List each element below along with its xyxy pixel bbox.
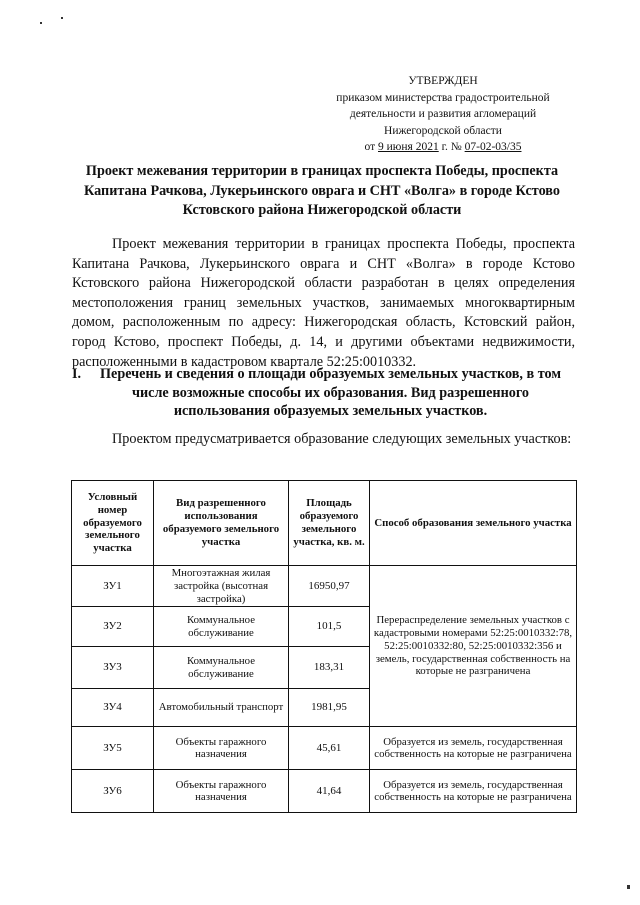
table-row xyxy=(72,566,577,607)
approval-line: приказом министерства градостроительной xyxy=(336,91,550,104)
plot-area-cell: 45,61 xyxy=(289,727,370,770)
plot-id-cell: ЗУ4 xyxy=(72,689,154,727)
section-title: Перечень и сведения о площади образуемых земельных участков, в том числе возможные способы их образования. Вид разрешенного использования образуемых земельных участков. xyxy=(99,366,561,420)
plot-id-cell: ЗУ2 xyxy=(72,607,154,647)
plot-id-cell: ЗУ3 xyxy=(72,647,154,689)
date-prefix: от xyxy=(364,141,376,153)
plot-method-cell: Образуется из земель, государственная собственность на которые не разграничена xyxy=(370,727,577,770)
header-cell: Вид разрешенного использования образуемого земельного участка xyxy=(154,481,289,566)
scan-mark xyxy=(40,22,42,24)
plot-use-cell: Объекты гаражного назначения xyxy=(154,727,289,770)
plot-use-cell: Автомобильный транспорт xyxy=(154,689,289,727)
intro-paragraph: Проектом предусматривается образование следующих земельных участков: xyxy=(112,431,572,447)
plot-area-cell: 183,31 xyxy=(289,647,370,689)
approval-line: деятельности и развития агломераций xyxy=(349,108,537,120)
table-header-row xyxy=(72,481,577,566)
approval-title: УТВЕРЖДЕН xyxy=(408,75,478,87)
plot-use-cell: Коммунальное обслуживание xyxy=(154,607,289,647)
header-cell: Способ образования земельного участка xyxy=(370,481,577,566)
table-row xyxy=(72,727,577,770)
plot-use-cell: Объекты гаражного назначения xyxy=(154,770,289,813)
body-paragraph: Проект межевания территории в границах проспекта Победы, проспекта Капитана Рачкова, Лукерьинского оврага и СНТ «Волга» в городе Кстово Кстовского района Нижегородской области разработан в целях определения местоположения границ земельных участков, занимаемых многоквартирным домом, расположенным по адресу: Нижегородская область, Кстовский район, город Кстово, проспект Победы, д. 14, и другими объектами недвижимости, расположенными в кадастровом квартале 52:25:0010332. xyxy=(72,236,575,370)
table-row xyxy=(72,770,577,813)
document-title: Проект межевания территории в границах проспекта Победы, проспекта Капитана Рачкова, Лукерьинского оврага и СНТ «Волга» в городе Кстово Кстовского района Нижегородской области xyxy=(84,163,560,218)
scan-mark xyxy=(627,885,630,889)
section-number: I. xyxy=(72,366,82,382)
header-cell: Условный номер образуемого земельного участка xyxy=(72,481,154,566)
approval-line: Нижегородской области xyxy=(384,124,502,137)
section-heading xyxy=(72,365,575,421)
plot-area-cell: 1981,95 xyxy=(289,689,370,727)
approval-date: 9 июня 2021 xyxy=(378,141,439,153)
approval-date-line xyxy=(318,139,568,156)
plot-area-cell: 101,5 xyxy=(289,607,370,647)
date-mid: г. № xyxy=(441,141,462,153)
plot-area-cell: 16950,97 xyxy=(289,566,370,607)
plot-method-cell: Образуется из земель, государственная собственность на которые не разграничена xyxy=(370,770,577,813)
plot-use-cell: Коммунальное обслуживание xyxy=(154,647,289,689)
plot-id-cell: ЗУ5 xyxy=(72,727,154,770)
plot-use-cell: Многоэтажная жилая застройка (высотная застройка) xyxy=(154,566,289,607)
land-plots-table xyxy=(71,480,577,813)
header-cell: Площадь образуемого земельного участка, кв. м. xyxy=(289,481,370,566)
scan-mark xyxy=(61,17,63,19)
approval-number: 07-02-03/35 xyxy=(464,141,522,153)
plot-area-cell: 41,64 xyxy=(289,770,370,813)
plot-id-cell: ЗУ6 xyxy=(72,770,154,813)
plot-id-cell: ЗУ1 xyxy=(72,566,154,607)
merged-method-cell: Перераспределение земельных участков с кадастровыми номерами 52:25:0010332:78, 52:25:0010332:80, 52:25:0010332:356 и земель, государственная собственность на которые не разграничена xyxy=(370,566,577,727)
approval-block xyxy=(318,73,568,156)
